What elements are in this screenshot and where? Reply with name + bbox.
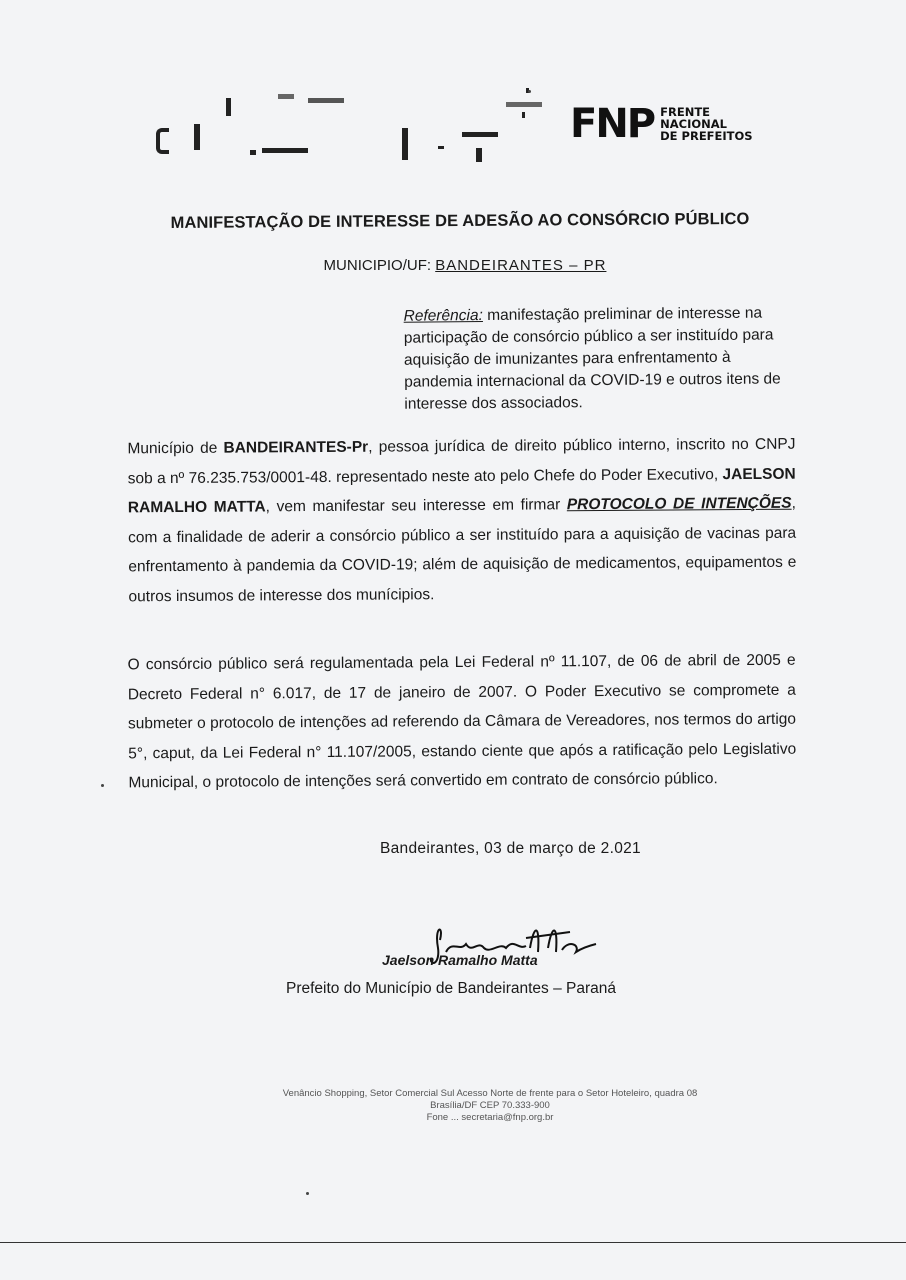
municipio-value: BANDEIRANTES – PR: [435, 257, 607, 274]
referencia-label: Referência:: [403, 307, 483, 325]
paragraph-manifestacao: Município de BANDEIRANTES-Pr, pessoa jurídica de direito público interno, inscrito no CNPJ sob a nº 76.235.753/0001-48. representado neste ato pelo Chefe do Poder Executivo, JAELSON RAMALHO MATTA, vem manifestar seu interesse em firmar PROTOCOLO DE INTENÇÕES, com a finalidade de aderir a consórcio público a ser instituído para a aquisição de vacinas para enfrentamento à pandemia da COVID-19; além de aquisição de medicamentos, equipamentos e outros insumos de interesse dos munícipios.: [127, 435, 797, 605]
scan-speck: [528, 90, 531, 93]
scan-speck: [306, 1192, 309, 1195]
scan-speck: [101, 784, 104, 787]
scan-bottom-line: [0, 1242, 906, 1243]
municipio-name: BANDEIRANTES-Pr: [223, 438, 369, 457]
paragraph-consorcio: O consórcio público será regulamentada pela Lei Federal nº 11.107, de 06 de abril de 2005 e Decreto Federal n° 6.017, de 17 de janeiro de 2007. O Poder Executivo se compromete a submeter o protocolo de intenções ad referendo da Câmara de Vereadores, nos termos do artigo 5°, caput, da Lei Federal n° 11.107/2005, estando ciente que após a ratificação pelo Legislativo Municipal, o protocolo de intenções será convertido em contrato de consórcio público.: [127, 651, 797, 792]
municipio-label: MUNICIPIO/UF:: [323, 257, 432, 274]
referencia-text: manifestação preliminar de interesse na participação de consórcio público a ser instituído para aquisição de imunizantes para enfrentamento à pandemia internacional da COVID-19 e outros itens de interesse dos associados.: [403, 304, 781, 413]
footer-address: [210, 1088, 770, 1124]
document-title: MANIFESTAÇÃO DE INTERESSE DE ADESÃO AO CONSÓRCIO PÚBLICO: [170, 209, 750, 233]
signer-name: Jaelson Ramalho Matta: [382, 952, 538, 968]
municipio-line: [300, 257, 630, 274]
faded-logo-graphic: [150, 88, 550, 168]
footer-line-1: Venâncio Shopping, Setor Comercial Sul Acesso Norte de frente para o Setor Hoteleiro, quadra 08: [282, 1088, 698, 1099]
fnp-logo: [570, 101, 753, 147]
fnp-logo-text: FRENTE NACIONAL DE PREFEITOS: [660, 105, 753, 143]
protocolo-term: PROTOCOLO DE INTENÇÕES: [566, 494, 792, 514]
signer-role: Prefeito do Município de Bandeirantes – Paraná: [286, 980, 617, 997]
footer-line-3: Fone ... secretaria@fnp.org.br: [426, 1112, 554, 1123]
footer-line-2: Brasília/DF CEP 70.333-900: [430, 1100, 550, 1111]
referencia-block: [404, 302, 797, 415]
fnp-logo-mark: FNP: [570, 101, 655, 147]
prefeito-name: JAELSON RAMALHO MATTA: [127, 465, 796, 517]
document-date: Bandeirantes, 03 de março de 2.021: [380, 840, 641, 857]
